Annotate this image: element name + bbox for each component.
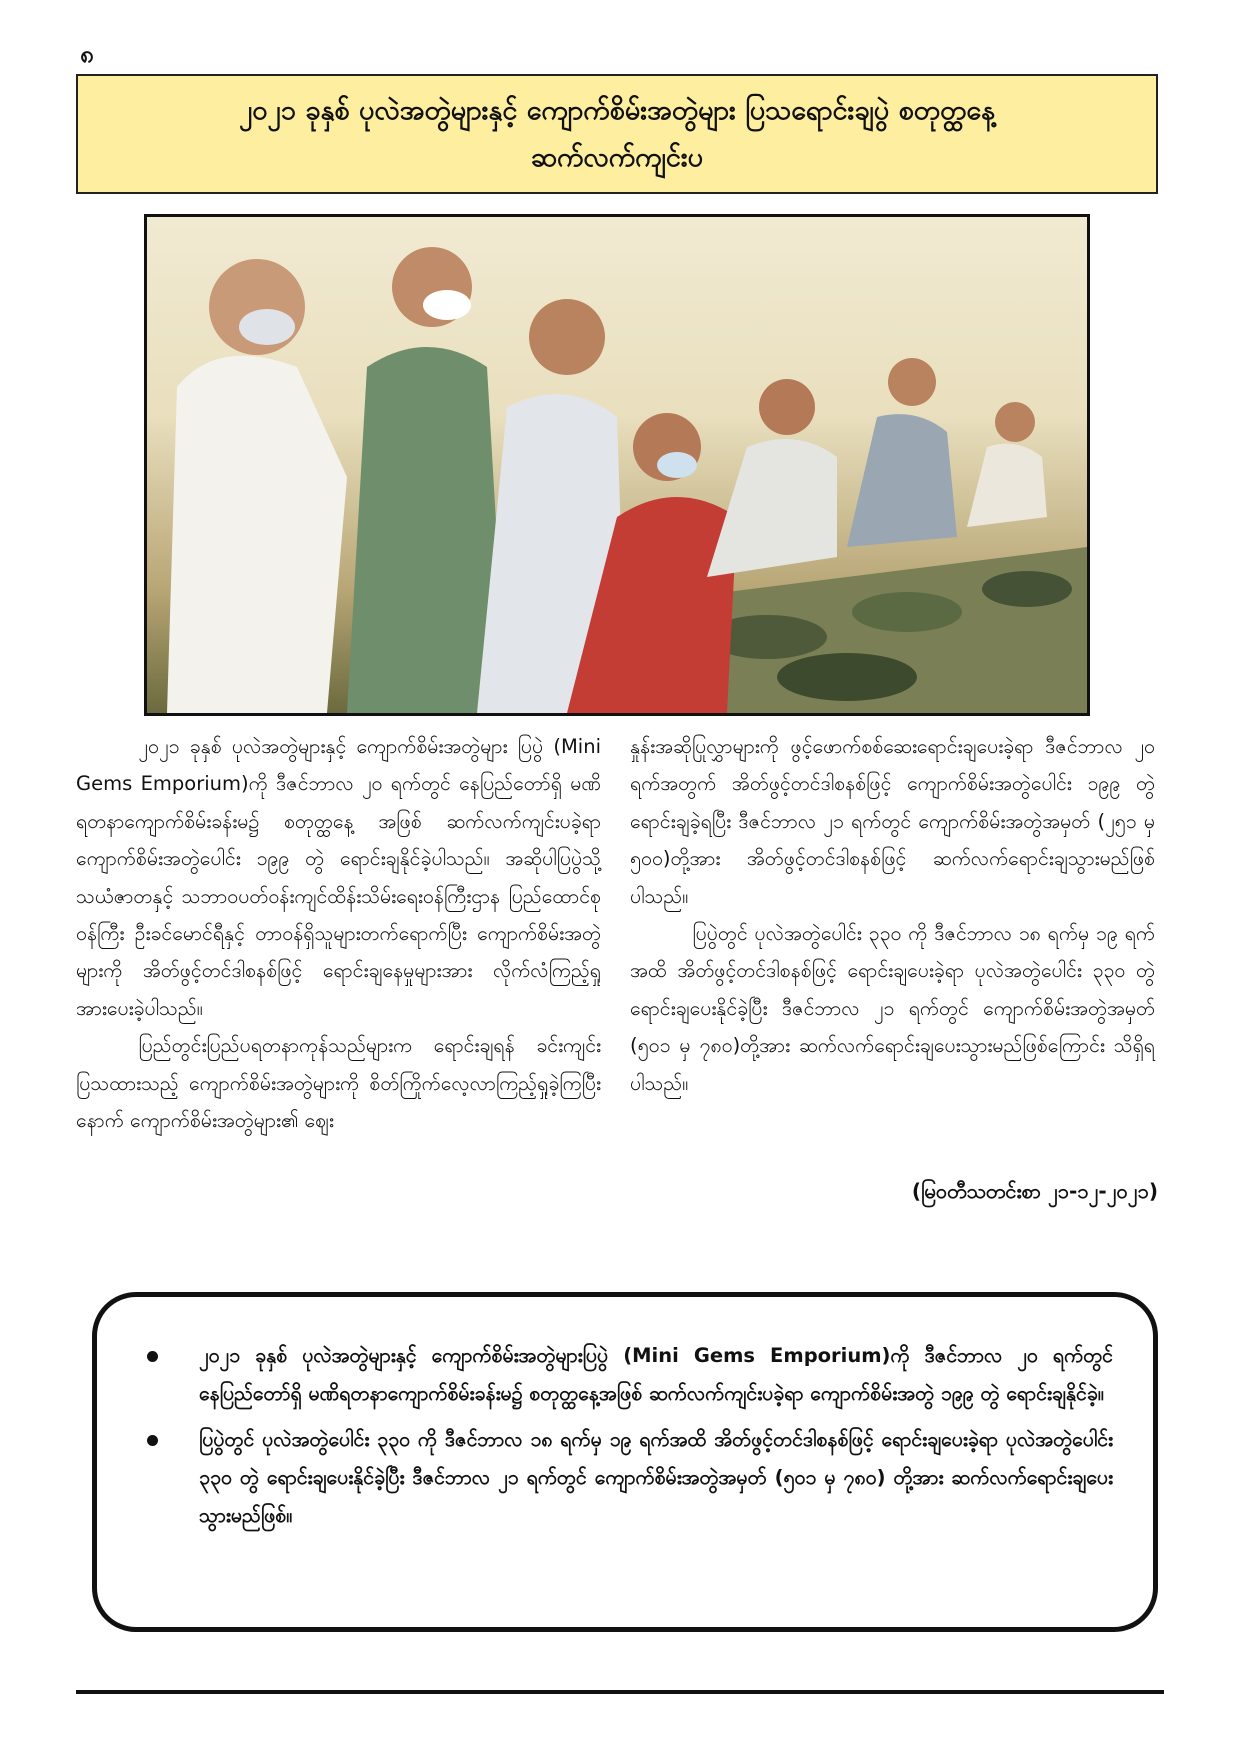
photo-person [707,439,837,577]
photo-person-head [888,358,936,406]
bottom-divider [76,1690,1164,1694]
bullet-icon [147,1351,158,1362]
photo-person-head [759,379,815,435]
photo-stone [777,653,917,701]
photo-person-head [995,402,1035,442]
photo-stone [982,571,1072,607]
news-photo [144,214,1090,716]
article-paragraph: နှုန်းအဆိုပြုလွှာများကို ဖွင့်ဖောက်စစ်ဆေးရောင်းချပေးခဲ့ရာ ဒီဇင်ဘာလ ၂၀ ရက်အတွက် အိတ်ဖွင့်တင်ဒါစနစ်ဖြင့် ကျောက်စိမ်းအတွဲပေါင်း ၁၉၉ တွဲ ရောင်းချခဲ့ရပြီး ဒီဇင်ဘာလ ၂၁ ရက်တွင် ကျောက်စိမ်းအတွဲအမှတ် (၂၅၁ မှ ၅၀၀)တို့အား အိတ်ဖွင့်တင်ဒါစနစ်ဖြင့် ဆက်လက်ရောင်းချသွားမည်ဖြစ်ပါသည်။ [630,735,1155,908]
article-column-left [76,728,601,1139]
article-paragraph: ပြည်တွင်းပြည်ပရတနာကုန်သည်များက ရောင်းချရန် ခင်းကျင်းပြသထားသည့် ကျောက်စိမ်းအတွဲများကို စိတ်ကြိုက်လေ့လာကြည့်ရှုခဲ့ကြပြီးနောက် ကျောက်စိမ်းအတွဲများ၏ ဈေး [76,1034,601,1133]
headline-line-2: ဆက်လက်ကျင်းပ [530,142,704,173]
summary-list [147,1337,1113,1535]
photo-person [847,414,957,547]
article-paragraph: ပြပွဲတွင် ပုလဲအတွဲပေါင်း ၃၃၀ ကို ဒီဇင်ဘာလ ၁၈ ရက်မှ ၁၉ ရက်အထိ အိတ်ဖွင့်တင်ဒါစနစ်ဖြင့် ရောင်းချပေးခဲ့ရာ ပုလဲအတွဲပေါင်း ၃၃၀ တွဲ ရောင်းချပေးနိုင်ခဲ့ပြီး ဒီဇင်ဘာလ ၂၁ ရက်တွင် ကျောက်စိမ်းအတွဲအမှတ် (၅၀၁ မှ ၇၈၀)တို့အား ဆက်လက်ရောင်းချပေးသွားမည်ဖြစ်ကြောင်း သိရှိရပါသည်။ [630,922,1155,1095]
summary-item [147,1337,1113,1413]
photo-mask [657,452,697,478]
photo-mask [423,290,471,320]
headline-box [76,74,1158,194]
article-column-right [630,728,1155,1102]
summary-item-text: ၂၀၂၁ ခုနှစ် ပုလဲအတွဲများနှင့် ကျောက်စိမ်းအတွဲများပြပွဲ (Mini Gems Emporium)ကို ဒီဇင်ဘာလ ၂၀ ရက်တွင် နေပြည်တော်ရှိ မဏိရတနာကျောက်စိမ်းခန်းမ၌ စတုတ္ထနေ့အဖြစ် ဆက်လက်ကျင်းပခဲ့ရာ ကျောက်စိမ်းအတွဲ ၁၉၉ တွဲ ရောင်းချနိုင်ခဲ့။ [199,1344,1113,1405]
photo-person-head [529,299,605,375]
photo-stone [852,592,962,632]
photo-mask [239,309,295,345]
photo-person [967,444,1047,527]
photo-icon [147,217,1087,713]
article-paragraph: ၂၀၂၁ ခုနှစ် ပုလဲအတွဲများနှင့် ကျောက်စိမ်းအတွဲများ ပြပွဲ (Mini Gems Emporium)ကို ဒီဇင်ဘာလ ၂၀ ရက်တွင် နေပြည်တော်ရှိ မဏိရတနာကျောက်စိမ်းခန်းမ၌ စတုတ္ထနေ့ အဖြစ် ဆက်လက်ကျင်းပခဲ့ရာ ကျောက်စိမ်းအတွဲပေါင်း ၁၉၉ တွဲ ရောင်းချနိုင်ခဲ့ပါသည်။ အဆိုပါပြပွဲသို့ သယံဇာတနှင့် သဘာဝပတ်ဝန်းကျင်ထိန်းသိမ်းရေးဝန်ကြီးဌာန ပြည်ထောင်စုဝန်ကြီး ဦးခင်မောင်ရီနှင့် တာဝန်ရှိသူများတက်ရောက်ပြီး ကျောက်စိမ်းအတွဲများကို အိတ်ဖွင့်တင်ဒါစနစ်ဖြင့် ရောင်းချနေမှုများအား လိုက်လံကြည့်ရှုအားပေးခဲ့ပါသည်။ [76,735,601,1020]
headline-title [239,87,995,182]
page-number: ၈ [80,40,94,68]
photo-person [167,356,347,713]
bullet-icon [147,1435,158,1446]
summary-item-text: ပြပွဲတွင် ပုလဲအတွဲပေါင်း ၃၃၀ ကို ဒီဇင်ဘာလ ၁၈ ရက်မှ ၁၉ ရက်အထိ အိတ်ဖွင့်တင်ဒါစနစ်ဖြင့် ရောင်းချပေးခဲ့ရာ ပုလဲအတွဲပေါင်း ၃၃၀ တွဲ ရောင်းချပေးနိုင်ခဲ့ပြီး ဒီဇင်ဘာလ ၂၁ ရက်တွင် ကျောက်စိမ်းအတွဲအမှတ် (၅၀၁ မှ ၇၈၀) တို့အား ဆက်လက်ရောင်းချပေးသွားမည်ဖြစ်။ [199,1428,1113,1527]
summary-box [92,1292,1158,1632]
headline-line-1: ၂၀၂၁ ခုနှစ် ပုလဲအတွဲများနှင့် ကျောက်စိမ်းအတွဲများ ပြသရောင်းချပွဲ စတုတ္ထနေ့ [238,94,996,126]
summary-item [147,1421,1113,1535]
article-source: (မြဝတီသတင်းစာ ၂၁-၁၂-၂၀၂၁) [911,1179,1158,1203]
